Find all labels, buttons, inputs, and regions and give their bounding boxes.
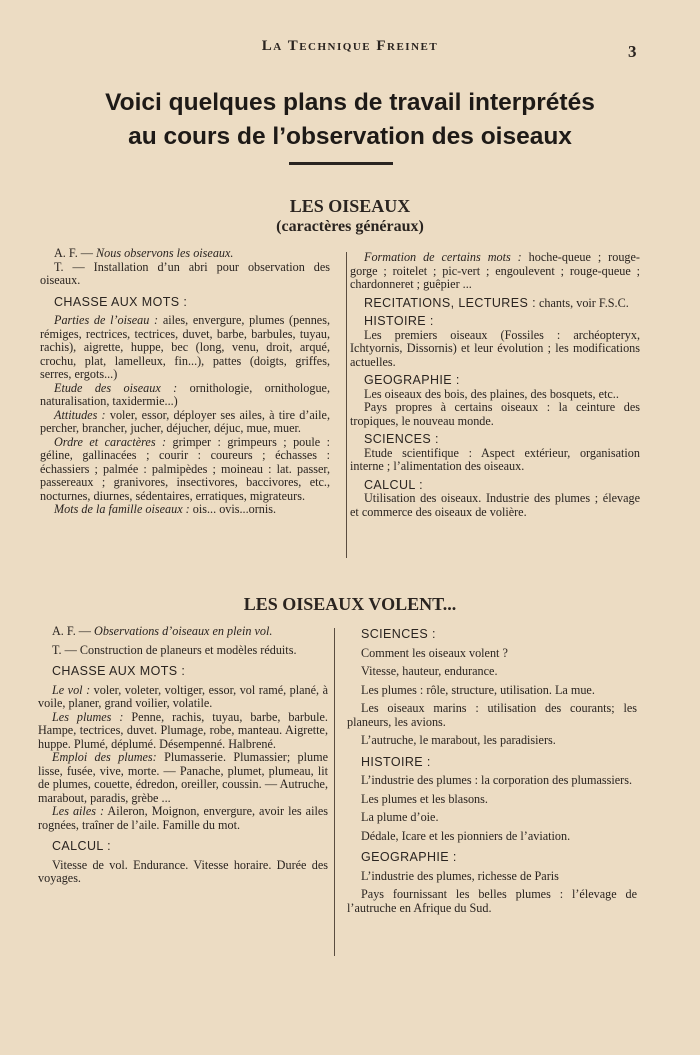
s1-mots: Mots de la famille oiseaux : ois... ovis...ornis.: [54, 502, 277, 516]
page-number: 3: [628, 42, 637, 61]
headline: [20, 86, 680, 154]
s1-sciences-heading: SCIENCES :: [364, 432, 439, 446]
s2-geographie-heading: GEOGRAPHIE :: [361, 850, 457, 864]
s1-chasse-heading: CHASSE AUX MOTS :: [54, 294, 188, 309]
s1-recitations: RECITATIONS, LECTURES : chants, voir F.S.C.: [364, 295, 629, 310]
s1-sciences-text: Etude scientifique : Aspect extérieur, organisation interne ; l’alimentation des oiseaux.: [350, 445, 640, 473]
section1-right-column: [350, 251, 640, 519]
s2-plumes: Les plumes : Penne, rachis, tuyau, barbe, barbule. Hampe, tectrices, duvet. Plumage, robe, manteau. Aigrette, huppe. Plumé, déplumé. Désempenné. Halbrené.: [38, 709, 328, 751]
section1-title: LES OISEAUX: [289, 196, 411, 216]
section2-left-column: [38, 625, 328, 886]
s2-calcul-text: Vitesse de vol. Endurance. Vitesse horaire. Durée des voyages.: [38, 857, 328, 885]
s1-calcul-text: Utilisation des oiseaux. Industrie des plumes ; élevage et commerce des oiseaux de volière.: [350, 491, 640, 519]
s1-ordre: Ordre et caractères : grimper : grimpeurs ; poule : géline, gallinacées ; courir : coureurs ; échasses : échassiers ; palmée : palmipèdes ; moineau : lat. passer, passereaux ; granivores, insectivores, baccivores, etc., nocturnes, diurnes, sédentaires, erratiques, migrateurs.: [40, 434, 331, 503]
s1-geographie-text-1: Les oiseaux des bois, des plaines, des bosquets, etc..: [364, 386, 619, 401]
s1-af-line: A. F. — Nous observons les oiseaux.: [54, 246, 234, 260]
s1-histoire-heading: HISTOIRE :: [364, 314, 434, 328]
title-rule: [289, 162, 393, 165]
section1-column-divider: [346, 252, 347, 558]
s2-sciences-3: Les plumes : rôle, structure, utilisation. La mue.: [361, 682, 595, 697]
s2-vol: Le vol : voler, voleter, voltiger, essor, vol ramé, plané, à voile, planer, grand voilier, volatile.: [38, 682, 329, 710]
s1-formation: Formation de certains mots : hoche-queue ; rouge-gorge ; roitelet ; pic-vert ; engoulevent ; rouge-queue ; chardonneret ; guêpier ...: [350, 250, 640, 291]
section1-subtitle: (caractères généraux): [276, 218, 424, 235]
section1-left-column: [40, 247, 330, 517]
s2-histoire-2: Les plumes et les blasons.: [361, 791, 488, 806]
section2-right-column: [347, 628, 637, 915]
headline-line-2: au cours de l’observation des oiseaux: [128, 123, 572, 150]
section2-column-divider: [334, 628, 335, 956]
s1-histoire-text: Les premiers oiseaux (Fossiles : archéopteryx, Ichtyornis, Dissornis) et leur évolution ; les modifications actuelles.: [350, 327, 640, 369]
s2-histoire-heading: HISTOIRE :: [361, 754, 431, 769]
headline-line-1: Voici quelques plans de travail interprétés: [105, 89, 595, 116]
s2-histoire-1: L’industrie des plumes : la corporation des plumassiers.: [361, 773, 633, 787]
s1-geographie-text-2: Pays propres à certains oiseaux : la ceinture des tropiques, le nouveau monde.: [350, 400, 640, 428]
s2-ailes: Les ailes : Aileron, Moignon, envergure, avoir les ailes rognées, traîner de l’aile. Famille du mot.: [38, 804, 329, 832]
s2-histoire-4: Dédale, Icare et les pionniers de l’aviation.: [361, 828, 571, 843]
s2-geographie-2: Pays fournissant les belles plumes : l’élevage de l’autruche en Afrique du Sud.: [347, 887, 637, 915]
s2-t-line: T. — Construction de planeurs et modèles réduits.: [52, 642, 297, 657]
s2-sciences-heading: SCIENCES :: [361, 627, 436, 641]
s1-geographie-heading: GEOGRAPHIE :: [364, 373, 460, 387]
s1-attitudes: Attitudes : voler, essor, déployer ses ailes, à tire d’aile, percher, brancher, jucher, déjucher, déjuc, mue, muer.: [40, 407, 331, 435]
section2-title: LES OISEAUX VOLENT...: [243, 594, 457, 614]
s2-geographie-1: L’industrie des plumes, richesse de Paris: [361, 868, 559, 883]
s2-emploi: Emploi des plumes: Plumasserie. Plumassier; plume lisse, fusée, vive, morte. — Panache, plumet, plumeau, lit de plumes, couette, édredon, oreiller, coussin. — Autruche, marabout, paradis, grèbe ...: [38, 750, 329, 805]
s2-sciences-4: Les oiseaux marins : utilisation des courants; les planeurs, les avions.: [347, 701, 637, 729]
s2-chasse-heading: CHASSE AUX MOTS :: [52, 664, 186, 678]
s2-histoire-3: La plume d’oie.: [361, 810, 439, 824]
s1-calcul-heading: CALCUL :: [364, 477, 424, 492]
running-title: La Technique Freinet: [261, 38, 439, 54]
s1-t-line: T. — Installation d’un abri pour observation des oiseaux.: [40, 259, 330, 287]
s2-af-line: A. F. — Observations d’oiseaux en plein vol.: [52, 624, 273, 638]
s1-etude: Etude des oiseaux : ornithologie, ornithologue, naturalisation, taxidermie...): [40, 380, 331, 408]
s1-parties: Parties de l’oiseau : ailes, envergure, plumes (pennes, rémiges, rectrices, tectrices, duvet, barbe, barbules, tuyau, rachis), aigrette, huppe, bec (long, venu, droit, arqué, crochu, plat, lamelleux, fin...), pattes (doigts, griffes, serres, ergots...): [40, 313, 330, 381]
s2-sciences-1: Comment les oiseaux volent ?: [361, 645, 508, 660]
s2-calcul-heading: CALCUL :: [52, 839, 112, 853]
s2-sciences-5: L’autruche, le marabout, les paradisiers.: [361, 733, 556, 747]
s2-sciences-2: Vitesse, hauteur, endurance.: [361, 664, 498, 678]
